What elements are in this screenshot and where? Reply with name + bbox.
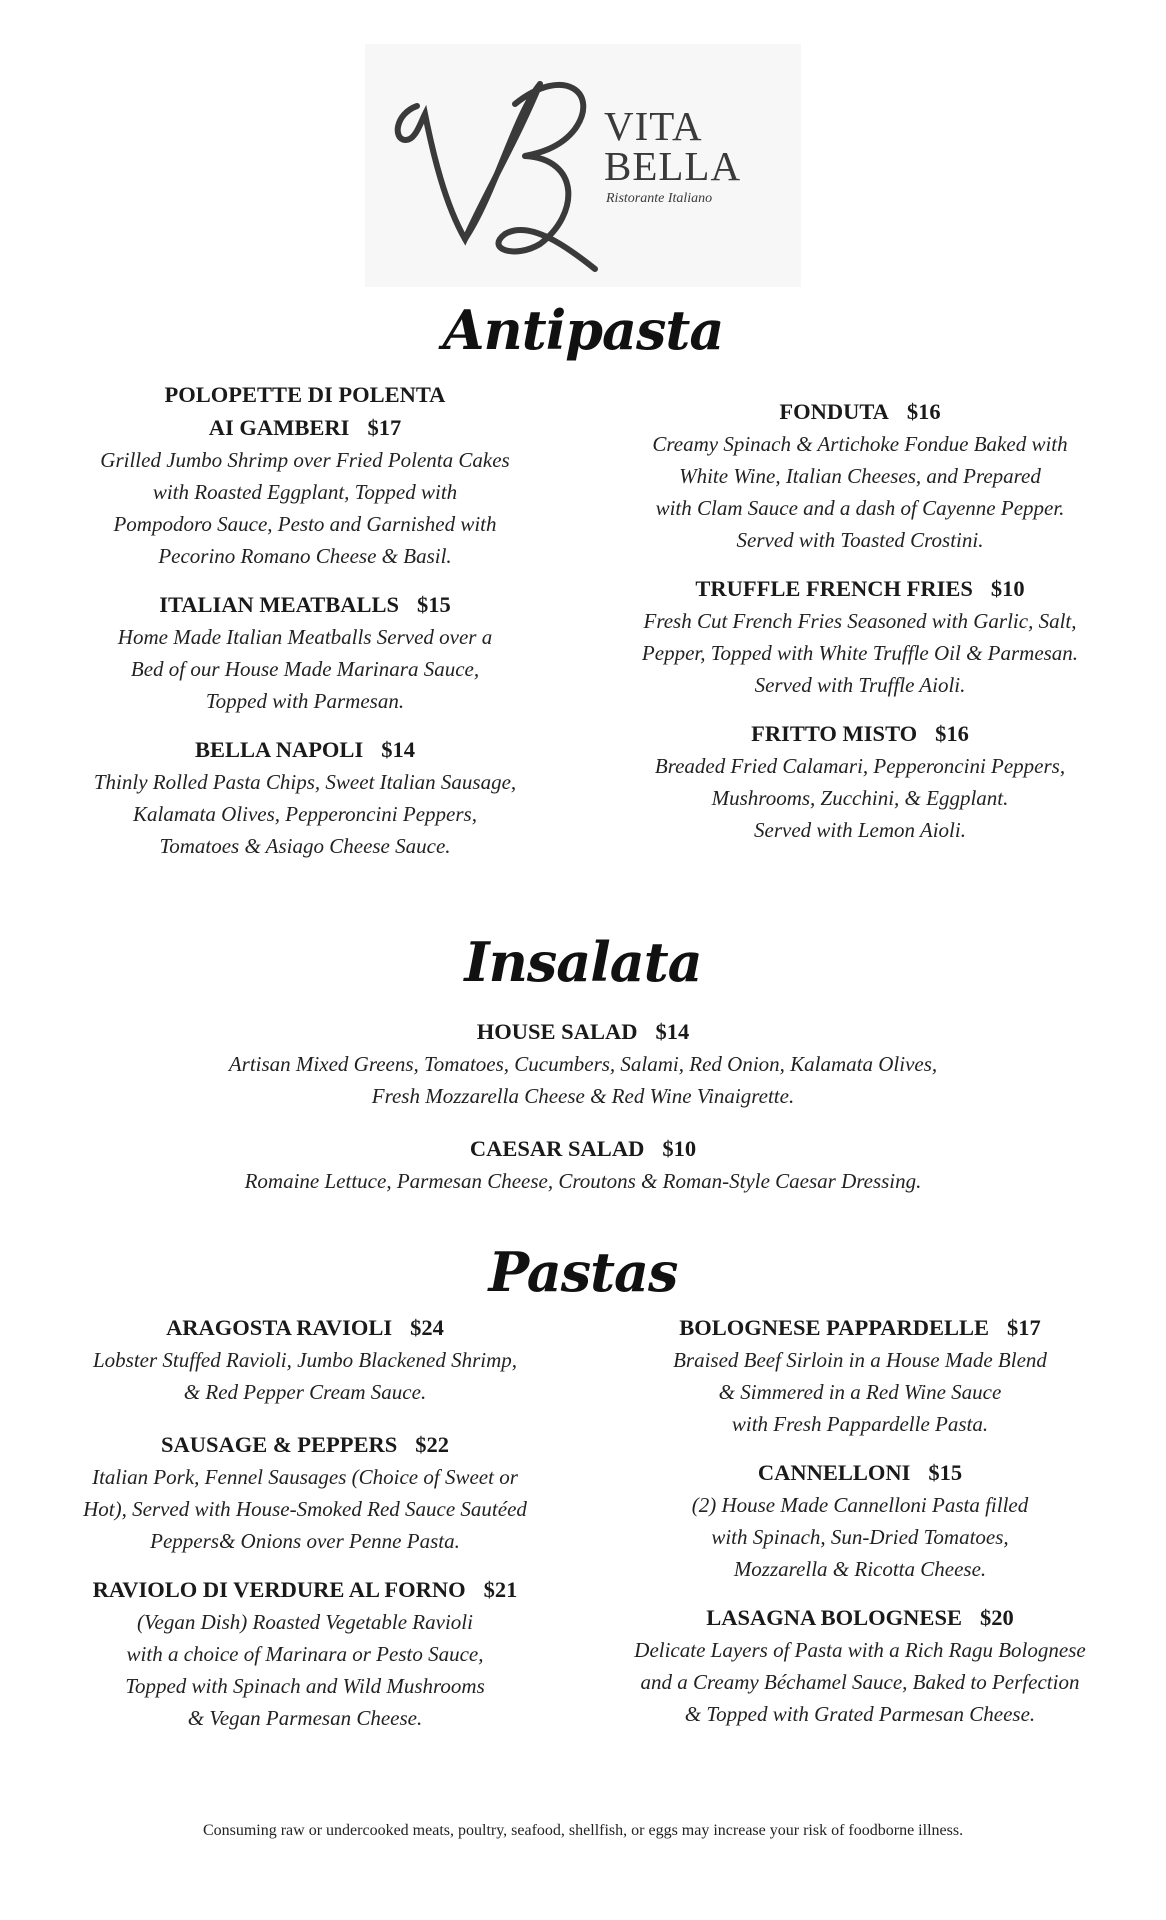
item-name: FRITTO MISTO: [751, 721, 918, 746]
pastas-right-column: [600, 1311, 1120, 1730]
desc-line: Kalamata Olives, Pepperoncini Peppers,: [133, 802, 477, 826]
item-description: [50, 766, 560, 862]
desc-line: Thinly Rolled Pasta Chips, Sweet Italian Sausage,: [93, 770, 517, 794]
antipasta-right-column: [600, 395, 1120, 846]
item-price: $10: [662, 1136, 697, 1161]
item-description: [45, 1461, 565, 1557]
item-price: $14: [655, 1019, 690, 1044]
item-name: BELLA NAPOLI: [195, 737, 364, 762]
item-price: $15: [928, 1460, 963, 1485]
menu-item: [50, 733, 560, 862]
desc-line: with Roasted Eggplant, Topped with: [152, 480, 458, 504]
desc-line: Served with Truffle Aioli.: [754, 673, 966, 697]
item-description: [600, 1489, 1120, 1585]
item-price: $22: [415, 1432, 450, 1457]
menu-item: [600, 1601, 1120, 1730]
item-heading: [83, 1015, 1083, 1048]
item-price: $16: [906, 399, 941, 424]
item-name: CANNELLONI: [757, 1460, 911, 1485]
item-description: [50, 621, 560, 717]
item-heading: [45, 1428, 565, 1461]
restaurant-name-line1: VITA: [604, 103, 703, 149]
desc-line: with Fresh Pappardelle Pasta.: [731, 1412, 989, 1436]
food-safety-disclaimer: Consuming raw or undercooked meats, poultry, seafood, shellfish, or eggs may increase your risk of foodborne illness.: [202, 1822, 964, 1839]
menu-item: [50, 588, 560, 717]
item-heading: [600, 572, 1120, 605]
item-description: [45, 1606, 565, 1734]
menu-item: [45, 1573, 565, 1734]
desc-line: & Topped with Grated Parmesan Cheese.: [684, 1702, 1036, 1726]
item-name: CAESAR SALAD: [469, 1136, 645, 1161]
item-heading: [45, 1573, 565, 1606]
item-name: SAUSAGE & PEPPERS: [160, 1432, 398, 1457]
menu-item: [600, 572, 1120, 701]
item-description: [45, 1344, 565, 1408]
item-price: $14: [381, 737, 415, 762]
item-name-cont: AI GAMBERI: [208, 415, 350, 440]
desc-line: Tomatoes & Asiago Cheese Sauce.: [159, 834, 451, 858]
menu-item: [83, 1015, 1083, 1112]
desc-line: and a Creamy Béchamel Sauce, Baked to Perfection: [640, 1670, 1080, 1694]
item-price: $20: [979, 1605, 1014, 1630]
section-title-antipasta: Antipasta: [442, 298, 724, 362]
menu-item: [600, 1311, 1120, 1440]
desc-line: & Simmered in a Red Wine Sauce: [718, 1380, 1002, 1404]
desc-line: Served with Toasted Crostini.: [736, 528, 984, 552]
item-price: $16: [935, 721, 969, 746]
item-name: FONDUTA: [779, 399, 889, 424]
desc-line: Italian Pork, Fennel Sausages (Choice of Sweet or: [92, 1465, 518, 1489]
item-description: [83, 1048, 1083, 1112]
desc-line: with Clam Sauce and a dash of Cayenne Pepper.: [655, 496, 1065, 520]
desc-line: Creamy Spinach & Artichoke Fondue Baked with: [652, 432, 1068, 456]
item-heading: [50, 733, 560, 766]
item-heading: [50, 588, 560, 621]
item-description: [50, 444, 560, 572]
item-heading: [600, 1311, 1120, 1344]
desc-line: (2) House Made Cannelloni Pasta filled: [691, 1493, 1029, 1517]
desc-line: Pompodoro Sauce, Pesto and Garnished with: [113, 512, 497, 536]
desc-line: Home Made Italian Meatballs Served over a: [117, 625, 493, 649]
desc-line: Grilled Jumbo Shrimp over Fried Polenta Cakes: [100, 448, 510, 472]
item-description: [600, 1344, 1120, 1440]
item-price: $21: [483, 1577, 518, 1602]
item-name: ITALIAN MEATBALLS: [159, 592, 400, 617]
item-name: RAVIOLO DI VERDURE AL FORNO: [92, 1577, 466, 1602]
item-price: $10: [990, 576, 1025, 601]
item-price: $15: [417, 592, 451, 617]
desc-line: Peppers& Onions over Penne Pasta.: [150, 1529, 460, 1553]
desc-line: Romaine Lettuce, Parmesan Cheese, Croutons & Roman-Style Caesar Dressing.: [244, 1169, 922, 1193]
antipasta-left-column: [50, 378, 560, 862]
desc-line: Pepper, Topped with White Truffle Oil & Parmesan.: [641, 641, 1079, 665]
desc-line: & Red Pepper Cream Sauce.: [183, 1380, 427, 1404]
item-heading: [600, 717, 1120, 750]
item-heading: [83, 1132, 1083, 1165]
item-heading: [600, 395, 1120, 428]
desc-line: Served with Lemon Aioli.: [754, 818, 966, 842]
restaurant-name: [604, 103, 742, 189]
item-description: [600, 605, 1120, 701]
menu-item: [83, 1132, 1083, 1197]
menu-item: [600, 395, 1120, 556]
desc-line: Mushrooms, Zucchini, & Eggplant.: [711, 786, 1009, 810]
desc-line: Fresh Mozzarella Cheese & Red Wine Vinaigrette.: [371, 1084, 795, 1108]
pastas-left-column: [45, 1311, 565, 1734]
item-description: [600, 750, 1120, 846]
item-description: [600, 428, 1120, 556]
desc-line: with a choice of Marinara or Pesto Sauce,: [126, 1642, 484, 1666]
desc-line: Hot), Served with House-Smoked Red Sauce Sautéed: [83, 1497, 527, 1521]
desc-line: Braised Beef Sirloin in a House Made Blend: [673, 1348, 1047, 1372]
restaurant-tagline: Ristorante Italiano: [606, 191, 713, 206]
item-description: [600, 1634, 1120, 1730]
desc-line: Breaded Fried Calamari, Pepperoncini Peppers,: [654, 754, 1066, 778]
section-title-insalata: Insalata: [464, 930, 702, 994]
item-name: BOLOGNESE PAPPARDELLE: [679, 1315, 990, 1340]
desc-line: Topped with Parmesan.: [205, 689, 405, 713]
item-heading: [45, 1311, 565, 1344]
item-heading: [600, 1601, 1120, 1634]
desc-line: Artisan Mixed Greens, Tomatoes, Cucumbers, Salami, Red Onion, Kalamata Olives,: [228, 1052, 938, 1076]
desc-line: with Spinach, Sun-Dried Tomatoes,: [711, 1525, 1009, 1549]
item-name: POLOPETTE DI POLENTA: [164, 382, 446, 407]
desc-line: Mozzarella & Ricotta Cheese.: [733, 1557, 987, 1581]
desc-line: (Vegan Dish) Roasted Vegetable Ravioli: [137, 1610, 473, 1634]
desc-line: Pecorino Romano Cheese & Basil.: [158, 544, 452, 568]
menu-item: [45, 1428, 565, 1557]
desc-line: Lobster Stuffed Ravioli, Jumbo Blackened Shrimp,: [92, 1348, 517, 1372]
item-name: LASAGNA BOLOGNESE: [706, 1605, 962, 1630]
item-name: TRUFFLE FRENCH FRIES: [695, 576, 973, 601]
menu-item: [50, 378, 560, 572]
item-name-line2: [50, 411, 560, 444]
insalata-column: [83, 1015, 1083, 1197]
menu-item: [600, 1456, 1120, 1585]
section-title-pastas: Pastas: [488, 1240, 678, 1304]
menu-item: [600, 717, 1120, 846]
desc-line: Bed of our House Made Marinara Sauce,: [130, 657, 480, 681]
restaurant-logo: [365, 44, 801, 287]
desc-line: & Vegan Parmesan Cheese.: [187, 1706, 423, 1730]
desc-line: Topped with Spinach and Wild Mushrooms: [125, 1674, 485, 1698]
restaurant-name-line2: BELLA: [604, 143, 742, 189]
item-name: HOUSE SALAD: [476, 1019, 638, 1044]
item-price: $17: [1007, 1315, 1041, 1340]
item-heading: [600, 1456, 1120, 1489]
item-name: ARAGOSTA RAVIOLI: [166, 1315, 393, 1340]
item-description: [83, 1165, 1083, 1197]
desc-line: Delicate Layers of Pasta with a Rich Ragu Bolognese: [634, 1638, 1086, 1662]
item-price: $24: [410, 1315, 444, 1340]
menu-item: [45, 1311, 565, 1408]
desc-line: White Wine, Italian Cheeses, and Prepared: [679, 464, 1041, 488]
desc-line: Fresh Cut French Fries Seasoned with Garlic, Salt,: [643, 609, 1077, 633]
item-price: $17: [367, 415, 402, 440]
